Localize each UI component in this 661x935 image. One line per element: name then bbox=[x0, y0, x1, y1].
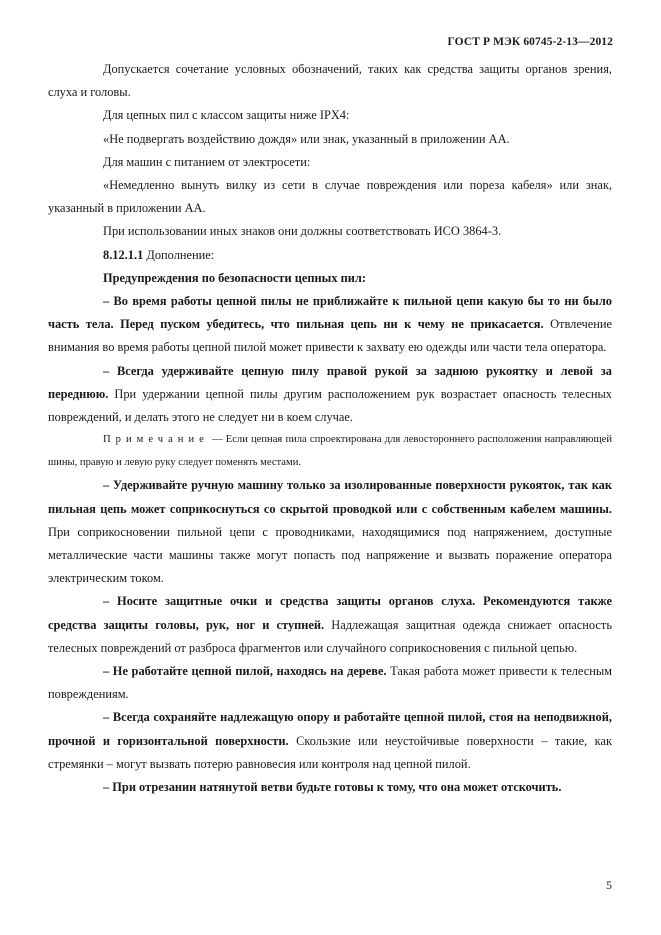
warning-bold: – При отрезании натянутой ветви будьте готовы к тому, что она может отскочить. bbox=[103, 780, 562, 795]
warning-bold: – Носите защитные очки и средства защиты органов слуха. Рекомендуются также средства защиты головы, рук, ног и ступней. bbox=[48, 594, 612, 632]
page-number: 5 bbox=[606, 878, 612, 892]
clause-text: Дополнение: bbox=[143, 247, 215, 262]
note-label: Примечание bbox=[103, 434, 209, 446]
warning-bold: – Не работайте цепной пилой, находясь на дереве. bbox=[103, 664, 387, 679]
note-text: — Если цепная пила спроектирована для левостороннего расположения направляющей шины, правую и левую руку следует поменять местами. bbox=[48, 434, 612, 468]
warning-paragraph bbox=[48, 290, 612, 360]
clause-paragraph bbox=[48, 244, 612, 267]
warning-paragraph bbox=[48, 474, 612, 590]
section-heading-text: Предупреждения по безопасности цепных пил: bbox=[103, 270, 366, 285]
warning-bold: – Удерживайте ручную машину только за изолированные поверхности рукояток, так как пильная цепь может соприкоснуться со скрытой проводкой или с собственным кабелем машины. bbox=[48, 478, 612, 516]
section-heading bbox=[48, 267, 612, 290]
warning-text: Надлежащая защитная одежда снижает опасность телесных повреждений от разброса фрагментов или случайного соприкосновения с пильной цепью. bbox=[48, 617, 612, 655]
warning-bold: – Во время работы цепной пилы не приближайте к пильной цепи какую бы то ни было часть тела. Перед пуском убедитесь, что пильная цепь ни к чему не прикасается. bbox=[48, 294, 612, 332]
warning-text: Скользкие или неустойчивые поверхности – такие, как стремянки – могут вызвать потерю равновесия или контроля над цепной пилой. bbox=[48, 733, 612, 771]
paragraph: При использовании иных знаков они должны соответствовать ИСО 3864-3. bbox=[103, 224, 502, 239]
paragraph: «Немедленно вынуть вилку из сети в случае повреждения или пореза кабеля» или знак, указанный в приложении АА. bbox=[48, 178, 612, 216]
warning-paragraph bbox=[48, 776, 612, 799]
warning-paragraph bbox=[48, 706, 612, 776]
warning-paragraph bbox=[48, 590, 612, 660]
warning-text: Отвлечение внимания во время работы цепной пилой может привести к захвату ею одежды или части тела оператора. bbox=[48, 317, 612, 355]
note-paragraph bbox=[48, 429, 612, 474]
warning-text: Такая работа может привести к телесным повреждениям. bbox=[48, 664, 612, 702]
paragraph: Допускается сочетание условных обозначений, таких как средства защиты органов зрения, слуха и головы. bbox=[48, 62, 612, 100]
paragraph: «Не подвергать воздействию дождя» или знак, указанный в приложении АА. bbox=[103, 131, 510, 146]
warning-bold: – Всегда удерживайте цепную пилу правой рукой за заднюю рукоятку и левой за переднюю. bbox=[48, 363, 612, 401]
warning-text: При удержании цепной пилы другим расположением рук возрастает опасность телесных повреждений, и делать этого не следует ни в коем случае. bbox=[48, 386, 612, 425]
document-header: ГОСТ Р МЭК 60745-2-13—2012 bbox=[447, 36, 613, 48]
clause-number: 8.12.1.1 bbox=[103, 247, 144, 262]
warning-paragraph bbox=[48, 360, 612, 430]
warning-paragraph bbox=[48, 660, 612, 706]
warning-bold: – Всегда сохраняйте надлежащую опору и работайте цепной пилой, стоя на неподвижной, прочной и горизонтальной поверхности. bbox=[48, 710, 612, 748]
paragraph: Для машин с питанием от электросети: bbox=[103, 154, 311, 169]
document-body bbox=[48, 58, 612, 799]
paragraph: Для цепных пил с классом защиты ниже IPX4: bbox=[103, 108, 350, 123]
warning-text: При соприкосновении пильной цепи с проводниками, находящимися под напряжением, доступные металлические части машины также могут попасть под напряжение и вызвать поражение оператора электрическим током. bbox=[48, 524, 612, 586]
